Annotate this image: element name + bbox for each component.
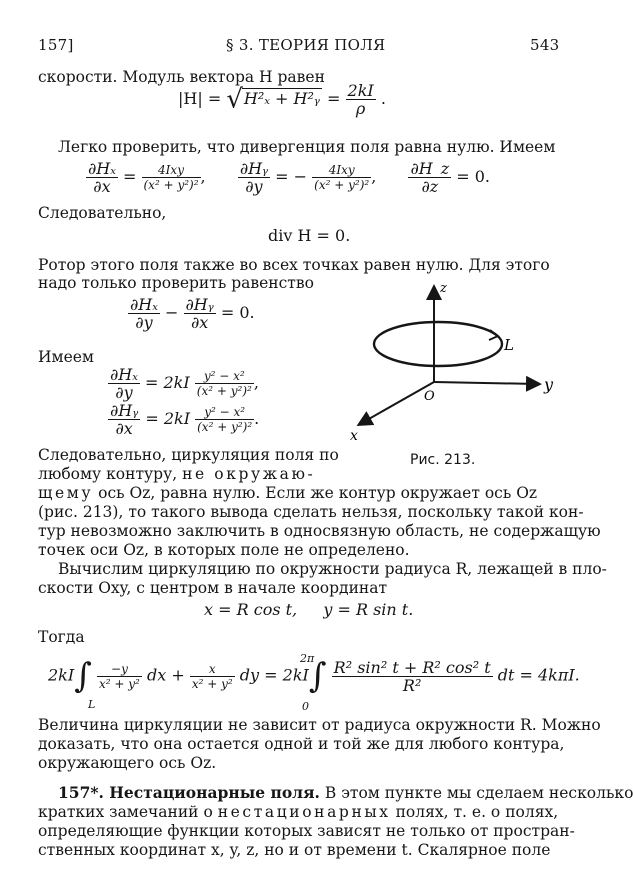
text-line: тур невозможно заключить в односвязную область, не содержащую bbox=[38, 522, 601, 540]
text-line: Следовательно, bbox=[38, 204, 167, 222]
figure-213 bbox=[342, 278, 562, 448]
text-line: Величина циркуляции не зависит от радиуса окружности R. Можно bbox=[38, 716, 601, 734]
text-line: Ротор этого поля также во всех точках равен нулю. Для этого bbox=[38, 256, 550, 274]
text-line: Следовательно, циркуляция поля по bbox=[38, 446, 339, 464]
label-origin: O bbox=[424, 389, 435, 404]
text-line: щему ось Oz, равна нулю. Если же контур окружает ось Oz bbox=[38, 484, 538, 502]
text-line: надо только проверить равенство bbox=[38, 274, 314, 292]
text-line: окружающего ось Oz. bbox=[38, 754, 217, 772]
text-line: Имеем bbox=[38, 348, 94, 366]
formula-circulation: 2kI∫ $\frac{-y}{\text{x² + y²}}$ dx + $\frac{x}{\text{x² + y²}}$ dy = 2kI∫ $\frac{\text{R² sin² t + R² cos² t}}{\text{R²}}$ dt = 4kπI. bbox=[48, 656, 580, 696]
integral-lower-limit: 0 bbox=[302, 700, 309, 713]
text-line: скорости. Модуль вектора H равен bbox=[38, 68, 325, 86]
formula-modulus-H: |H| = √H²ₓ + H²ᵧ = $\frac{2kI}{\rho}$ . bbox=[178, 81, 386, 118]
label-contour: L bbox=[504, 336, 514, 354]
text-line: ственных координат x, y, z, но и от времени t. Скалярное поле bbox=[38, 841, 551, 859]
formula-divergence: div H = 0. bbox=[268, 226, 351, 245]
label-z: z bbox=[440, 281, 447, 296]
sqrt-radicand: H²ₓ + H²ᵧ bbox=[243, 89, 320, 108]
axis-y bbox=[434, 382, 538, 384]
axis-x bbox=[360, 382, 434, 424]
text-line: точек оси Oz, в которых поле не определено. bbox=[38, 541, 410, 559]
formula-dHx-dy: $\frac{\text{∂Hₓ}}{\partial y}$ = 2kI $\frac{\text{y² − x²}}{\text{(x² + y²)²}}$ , bbox=[110, 365, 259, 402]
fraction: $\frac{2kI}{\rho}$ bbox=[347, 81, 374, 118]
label-x: x bbox=[350, 428, 358, 444]
page-number: 543 bbox=[530, 36, 560, 54]
text-line: определяющие функции которых зависят не только от простран- bbox=[38, 822, 575, 840]
contour-L bbox=[374, 322, 502, 366]
text-line: доказать, что она остается одной и той же для любого контура, bbox=[38, 735, 565, 753]
text-line: любому контуру, не окружаю- bbox=[38, 465, 316, 483]
text-line: Тогда bbox=[38, 628, 85, 646]
integral-lower-limit: L bbox=[88, 698, 96, 711]
text-line: Вычислим циркуляцию по окружности радиуса R, лежащей в пло- bbox=[58, 560, 607, 578]
formula-parametrization: x = R cos t, y = R sin t. bbox=[204, 600, 414, 619]
formula-curl-check: $\frac{\text{∂Hₓ}}{\partial y}$ − $\frac{\text{∂Hᵧ}}{\partial x}$ = 0. bbox=[130, 295, 255, 332]
formula-partials: $\frac{\text{∂Hₓ}}{\partial x}$ = $\frac{\text{4Ixy}}{\text{(x² + y²)²}}$ , $\frac{\text{∂Hᵧ}}{\partial y}$ = − $\frac{\text{4Ixy}}{\text{(x² + y²)²}}$ , $\frac{\partial H\_z}{\partial z}$ = 0. bbox=[88, 159, 490, 196]
header-title: § 3. ТЕОРИЯ ПОЛЯ bbox=[226, 36, 386, 54]
text-line: скости Oxy, с центром в начале координат bbox=[38, 579, 388, 597]
text-line: Легко проверить, что дивергенция поля равна нулю. Имеем bbox=[58, 138, 556, 156]
integral-upper-limit: 2π bbox=[300, 652, 315, 665]
formula-dHy-dx: $\frac{\text{∂Hᵧ}}{\partial x}$ = 2kI $\frac{\text{y² − x²}}{\text{(x² + y²)²}}$ . bbox=[110, 401, 260, 438]
figure-caption: Рис. 213. bbox=[410, 452, 476, 468]
section-heading: 157*. Нестационарные поля. bbox=[58, 783, 320, 802]
section-heading-line: 157*. Нестационарные поля. В этом пункте мы сделаем несколько bbox=[58, 783, 633, 802]
label-y: y bbox=[544, 375, 554, 394]
text-line: кратких замечаний о нестационарных полях, т. е. о полях, bbox=[38, 803, 559, 821]
header-left: 157] bbox=[38, 36, 74, 54]
text-line: (рис. 213), то такого вывода сделать нельзя, поскольку такой кон- bbox=[38, 503, 584, 521]
